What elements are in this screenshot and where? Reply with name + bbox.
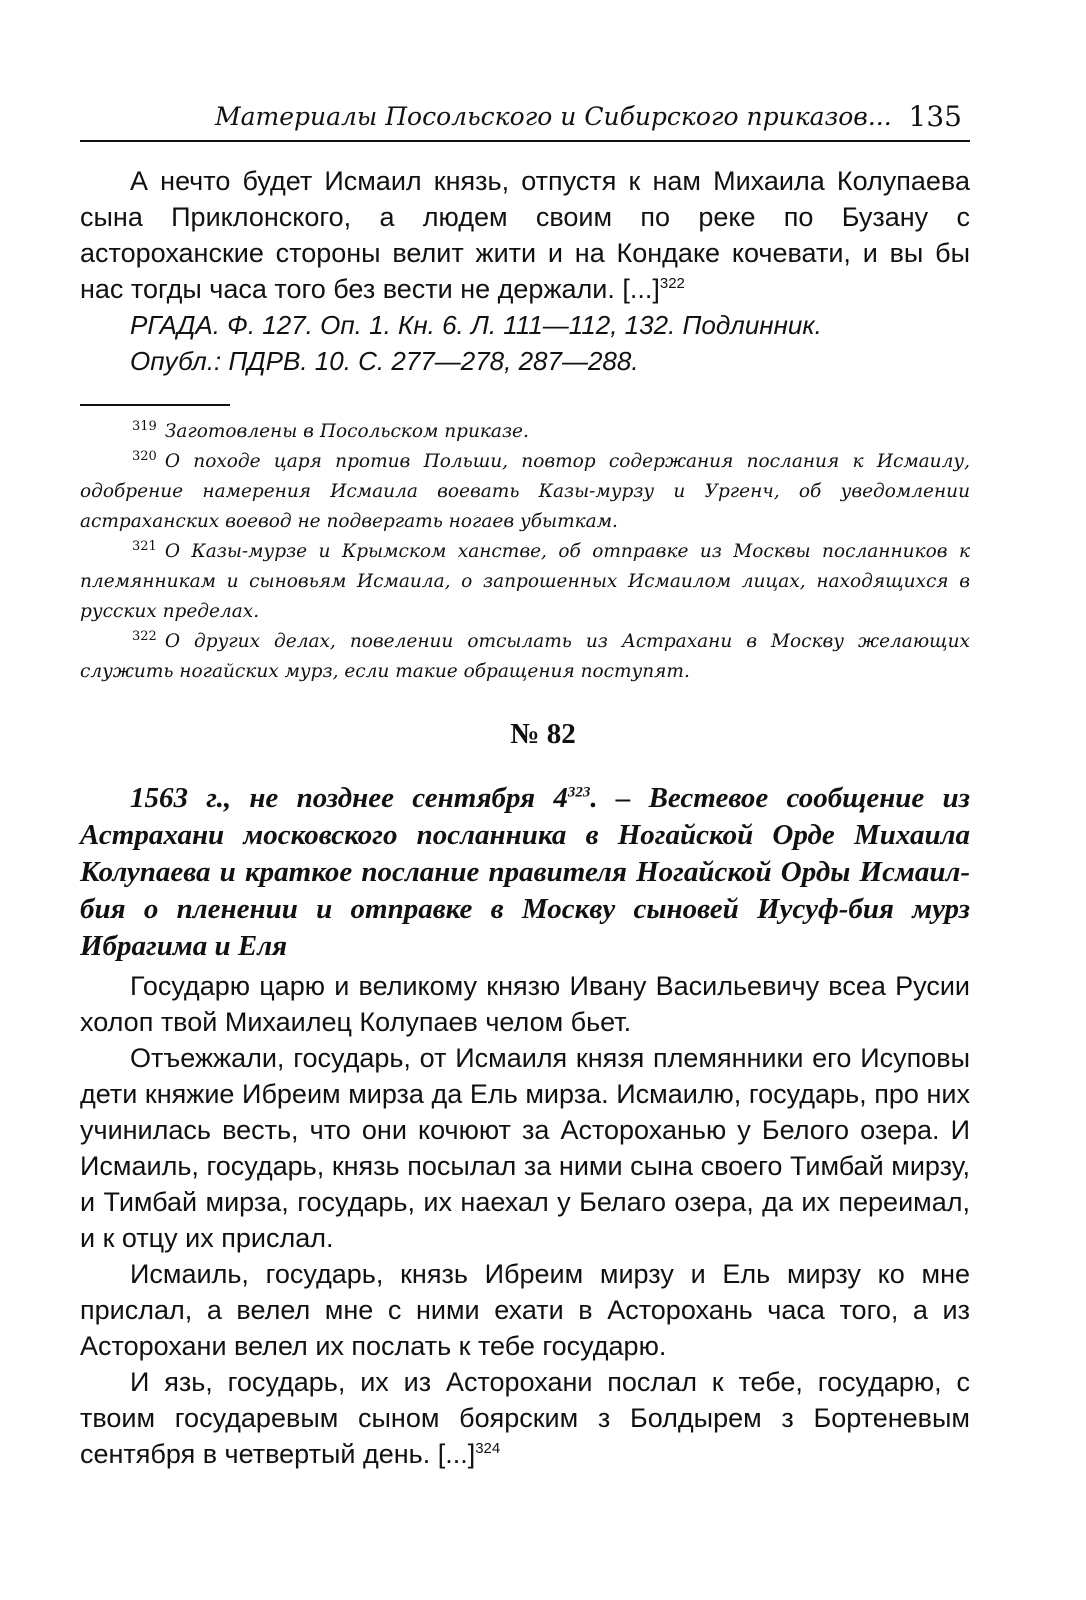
paragraph-text: Отъежжали, государь, от Исмаиля князя племянники его Исуповы дети княжие Ибреим мирза да Ель мирза. Исмаилю, государь, про них учинилась весть, что они кочюют за Астороханью у Белого озера. И Исмаиль, государь, князь посылал за ними сына своего Тимбай мирзу, и Тимбай мирза, государь, их наехал у Белаго озера, да их переимал, и к отцу их прислал. (80, 1043, 970, 1253)
footnote-number: 320 (132, 448, 157, 464)
footnote-ref: 324 (475, 1440, 501, 1457)
heading-date: 1563 г., не позднее сентября 4 (130, 782, 568, 814)
body-paragraph-3 (80, 1256, 970, 1364)
footnote-text: О других делах, повелении отсылать из Астрахани в Москву желающих служить ногайских мурз, если такие обращения поступят. (80, 631, 970, 682)
footnote-text: О Казы-мурзе и Крымском ханстве, об отправке из Москвы посланников к племянникам и сыновьям Исмаила, о запрошенных Исмаилом лицах, находящихся в русских пределах. (80, 541, 970, 622)
document-heading (80, 780, 970, 965)
running-header (80, 100, 970, 142)
body-paragraph-4 (80, 1364, 970, 1472)
running-title: Материалы Посольского и Сибирского приказов... (215, 102, 892, 131)
footnote-320 (80, 447, 970, 537)
body-paragraph-2 (80, 1040, 970, 1256)
paragraph-text: И язь, государь, их из Асторохани послал к тебе, государю, с твоим государевым сыном боярским з Болдырем з Бортеневым сентября в четвертый день. [...] (80, 1367, 970, 1469)
footnote-322 (80, 627, 970, 687)
footnote-ref: 322 (659, 275, 685, 292)
footnote-number: 322 (132, 628, 157, 644)
document-number: № 82 (510, 718, 576, 750)
footnote-text: Заготовлены в Посольском приказе. (164, 421, 529, 442)
top-paragraph-text: А нечто будет Исмаил князь, отпустя к нам Михаила Колупаева сына Приклонского, а людем своим по реке по Бузану с астороханские стороны велит жити и на Кондаке кочевати, и вы бы нас тогды часа того без вести не держали. [...] (80, 166, 970, 304)
footnote-divider (80, 404, 230, 406)
page-number: 135 (908, 100, 962, 133)
footnote-319 (80, 417, 970, 447)
publication-reference: Опубл.: ПДРВ. 10. С. 277—278, 287—288. (130, 346, 639, 376)
footnote-text: О походе царя против Польши, повтор содержания послания к Исмаилу, одобрение намерения Исмаила воевать Казы-мурзу и Ургенч, об уведомлении астраханских воевод не подвергать ногаев убыткам. (80, 451, 970, 532)
paragraph-text: Государю царю и великому князю Ивану Васильевичу всеа Русии холоп твой Михаилец Колупаев челом бьет. (80, 971, 970, 1037)
footnote-321 (80, 537, 970, 627)
heading-title: . – Вестевое сообщение из Астрахани московского посланника в Ногайской Орде Михаила Колупаева и краткое послание правителя Ногайской Орды Исмаил-бия о пленении и отправке в Москву сыновей Иусуф-бия мурз Ибрагима и Еля (80, 782, 970, 962)
paragraph-text: Исмаиль, государь, князь Ибреим мирзу и Ель мирзу ко мне прислал, а велел мне с ними ехати в Асторохань часа того, а из Асторохани велел их послать к тебе государю. (80, 1259, 970, 1361)
top-paragraph (80, 163, 970, 307)
archive-reference: РГАДА. Ф. 127. Оп. 1. Кн. 6. Л. 111—112, 132. Подлинник. (130, 310, 822, 340)
footnote-number: 319 (132, 418, 157, 434)
footnote-number: 321 (132, 538, 157, 554)
body-paragraph-1 (80, 968, 970, 1040)
heading-footnote-ref: 323 (567, 784, 591, 801)
